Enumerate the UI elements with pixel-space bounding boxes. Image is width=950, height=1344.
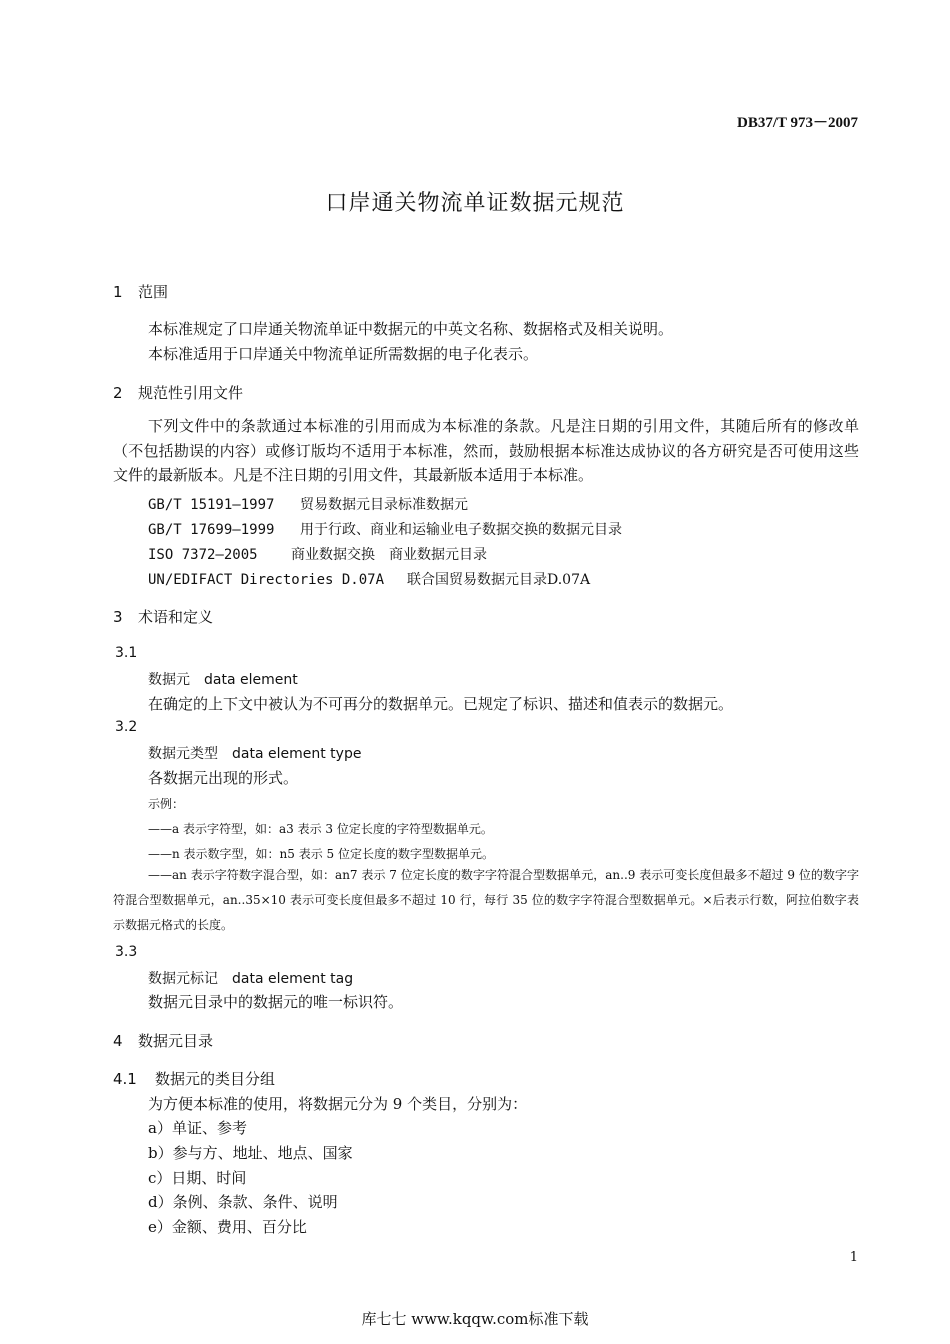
section-number: 1 xyxy=(113,283,123,301)
document-code: DB37/T 973－2007 xyxy=(737,115,858,131)
list-item: c）日期、时间 xyxy=(148,1169,247,1187)
reference-title: 商业数据交换 商业数据元目录 xyxy=(291,547,487,563)
section-4-heading xyxy=(113,1030,213,1051)
term-number: 3.3 xyxy=(115,944,138,960)
subsection-title: 数据元的类目分组 xyxy=(155,1070,276,1088)
example-item: ——a 表示字符型，如：a3 表示 3 位定长度的字符型数据单元。 xyxy=(148,822,493,836)
section-1-heading xyxy=(113,281,168,302)
paragraph: 本标准规定了口岸通关物流单证中数据元的中英文名称、数据格式及相关说明。 xyxy=(148,320,674,338)
term-name: 数据元类型 data element type xyxy=(148,746,362,762)
list-item: e）金额、费用、百分比 xyxy=(148,1218,307,1236)
section-number: 2 xyxy=(113,384,123,402)
term-number: 3.2 xyxy=(115,719,138,735)
section-title: 规范性引用文件 xyxy=(138,384,244,402)
term-definition: 在确定的上下文中被认为不可再分的数据单元。已规定了标识、描述和值表示的数据元。 xyxy=(148,695,734,713)
example-item: ——an 表示字符数字混合型，如：an7 表示 7 位定长度的数字字符混合型数据单元，an..9 表示可变长度但最多不超过 9 位的数字字符混合型数据单元，an..35×10 表示可变长度但最多不超过 10 行，每行 35 位的数字字符混合型数据单元。×后表示行数，阿拉伯数字表示数据元格式的长度。 xyxy=(113,868,859,932)
subsection-number: 4.1 xyxy=(113,1070,137,1088)
list-item: b）参与方、地址、地点、国家 xyxy=(148,1144,353,1162)
term-definition: 各数据元出现的形式。 xyxy=(148,769,299,787)
list-item: a）单证、参考 xyxy=(148,1119,247,1137)
reference-title: 贸易数据元目录标准数据元 xyxy=(300,497,468,513)
reference-item xyxy=(148,569,590,589)
reference-title: 联合国贸易数据元目录D.07A xyxy=(407,572,591,588)
footer-watermark: 库七七 www.kqqw.com标准下载 xyxy=(361,1310,589,1328)
term-name: 数据元标记 data element tag xyxy=(148,971,354,987)
reference-code: ISO 7372—2005 xyxy=(148,547,258,563)
section-3-heading xyxy=(113,606,213,627)
section-title: 术语和定义 xyxy=(138,608,214,626)
reference-code: UN/EDIFACT Directories D.07A xyxy=(148,572,385,588)
section-number: 3 xyxy=(113,608,123,626)
example-item: ——n 表示数字型，如：n5 表示 5 位定长度的数字型数据单元。 xyxy=(148,847,494,861)
term-name: 数据元 data element xyxy=(148,672,298,688)
page-title: 口岸通关物流单证数据元规范 xyxy=(325,191,625,216)
example-label: 示例： xyxy=(148,797,185,811)
paragraph: 为方便本标准的使用，将数据元分为 9 个类目，分别为： xyxy=(148,1095,528,1113)
list-item: d）条例、条款、条件、说明 xyxy=(148,1193,338,1211)
section-title: 数据元目录 xyxy=(138,1032,214,1050)
paragraph: 本标准适用于口岸通关中物流单证所需数据的电子化表示。 xyxy=(148,345,539,363)
reference-item xyxy=(148,544,487,564)
section-2-heading xyxy=(113,382,243,403)
reference-code: GB/T 17699—1999 xyxy=(148,522,275,538)
reference-item xyxy=(148,494,468,514)
reference-item xyxy=(148,519,622,539)
section-title: 范围 xyxy=(138,283,169,301)
subsection-heading xyxy=(113,1068,275,1089)
term-definition: 数据元目录中的数据元的唯一标识符。 xyxy=(148,993,404,1011)
page-number: 1 xyxy=(849,1250,858,1265)
reference-code: GB/T 15191—1997 xyxy=(148,497,275,513)
term-number: 3.1 xyxy=(115,645,138,661)
paragraph: 下列文件中的条款通过本标准的引用而成为本标准的条款。凡是注日期的引用文件，其随后所有的修改单（不包括勘误的内容）或修订版均不适用于本标准，然而，鼓励根据本标准达成协议的各方研究是否可使用这些文件的最新版本。凡是不注日期的引用文件，其最新版本适用于本标准。 xyxy=(113,417,859,484)
section-number: 4 xyxy=(113,1032,123,1050)
reference-title: 用于行政、商业和运输业电子数据交换的数据元目录 xyxy=(300,522,622,538)
